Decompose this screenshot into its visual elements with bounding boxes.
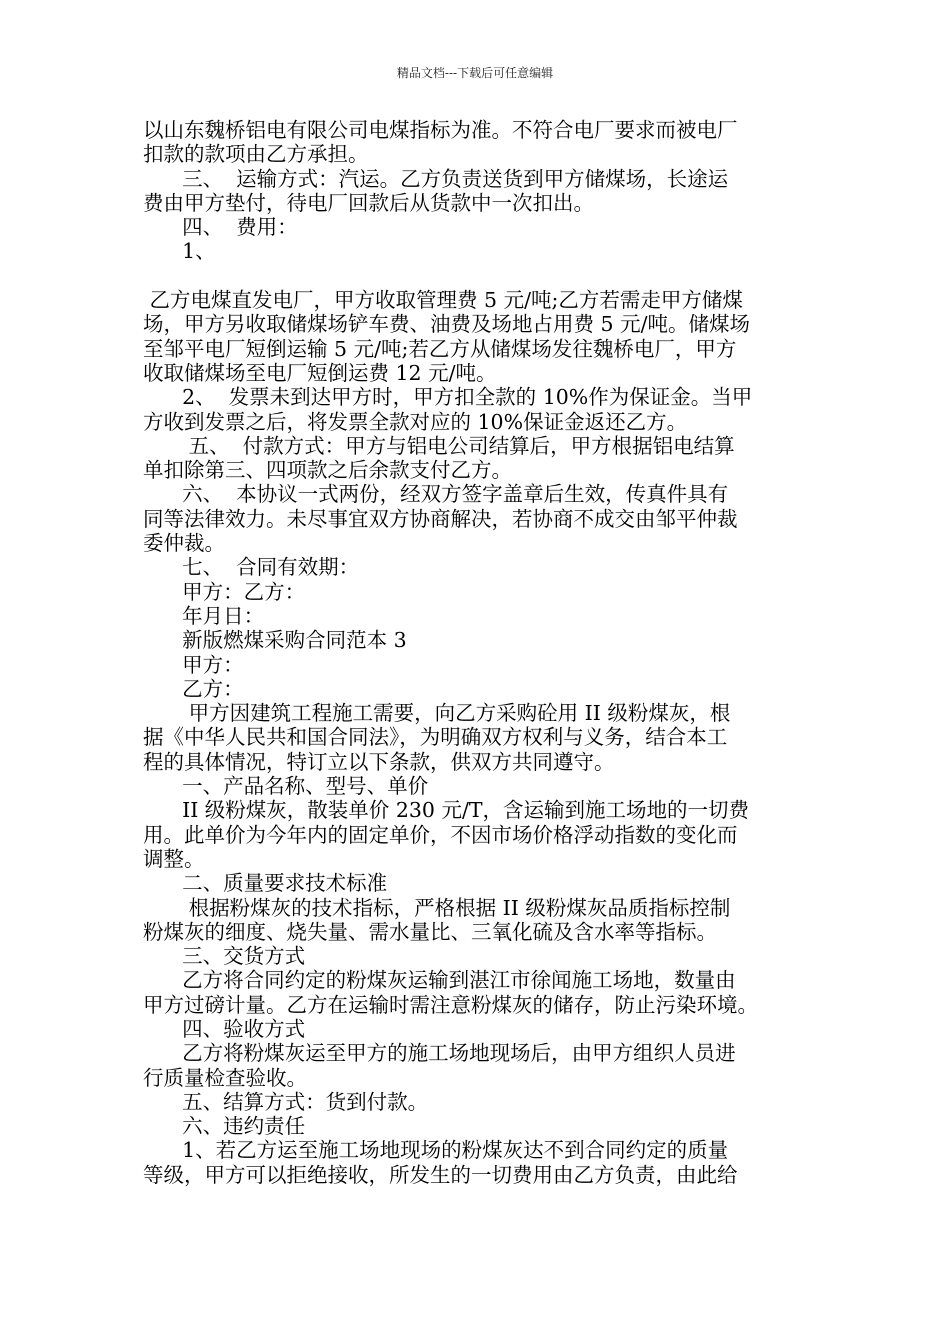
paragraph-line: 七、 合同有效期： [143, 555, 360, 580]
paragraph-line: 六、 本协议一式两份，经双方签字盖章后生效，传真件具有 [143, 482, 729, 507]
paragraph-line: 五、 付款方式：甲方与铝电公司结算后，甲方根据铝电结算 [143, 433, 735, 458]
paragraph-line: 据《中华人民共和国合同法》，为明确双方权利与义务，结合本工 [143, 725, 728, 750]
paragraph-line: 四、 费用： [143, 215, 298, 240]
paragraph-line: 粉煤灰的细度、烧失量、需水量比、三氧化硫及含水率等指标。 [143, 919, 717, 944]
paragraph-line: 新版燃煤采购合同范本 3 [143, 628, 407, 653]
paragraph-line: 三、 运输方式：汽运。乙方负责送货到甲方储煤场，长途运 [143, 166, 729, 191]
paragraph-line: 费由甲方垫付，待电厂回款后从货款中一次扣出。 [143, 190, 594, 215]
paragraph-line: 等级，甲方可以拒绝接收，所发生的一切费用由乙方负责，由此给 [143, 1162, 738, 1187]
paragraph-line: 委仲裁。 [143, 531, 225, 556]
paragraph-line: 一、产品名称、型号、单价 [143, 774, 429, 799]
paragraph-line: 单扣除第三、四项款之后余款支付乙方。 [143, 458, 512, 483]
paragraph-line: 甲方因建筑工程施工需要，向乙方采购砼用 II 级粉煤灰，根 [143, 701, 731, 726]
paragraph-line: 场，甲方另收取储煤场铲车费、油费及场地占用费 5 元/吨。储煤场 [143, 312, 750, 337]
paragraph-line: 乙方： [143, 676, 244, 701]
paragraph-line: 甲方过磅计量。乙方在运输时需注意粉煤灰的储存，防止污染环境。 [143, 992, 758, 1017]
paragraph-line: 四、验收方式 [143, 1016, 306, 1041]
paragraph-line: 扣款的款项由乙方承担。 [143, 142, 369, 167]
paragraph-line: 年月日： [143, 603, 265, 628]
paragraph-line: 用。此单价为今年内的固定单价，不因市场价格浮动指数的变化而 [143, 822, 738, 847]
paragraph-line: 六、违约责任 [143, 1114, 306, 1139]
paragraph-line: 1、 [143, 239, 216, 264]
paragraph-line: 1、若乙方运至施工场地现场的粉煤灰达不到合同约定的质量 [143, 1138, 729, 1163]
paragraph-line: 调整。 [143, 846, 205, 871]
paragraph-line: 行质量检查验收。 [143, 1065, 307, 1090]
page-header: 精品文档---下载后可任意编辑 [396, 66, 554, 80]
paragraph-line: 乙方将合同约定的粉煤灰运输到湛江市徐闻施工场地，数量由 [143, 968, 736, 993]
paragraph-line: 方收到发票之后，将发票全款对应的 10%保证金返还乙方。 [143, 409, 688, 434]
paragraph-line: 甲方： [143, 652, 244, 677]
paragraph-line: 根据粉煤灰的技术指标，严格根据 II 级粉煤灰品质指标控制 [143, 895, 731, 920]
paragraph-line: 收取储煤场至电厂短倒运费 12 元/吨。 [143, 360, 497, 385]
paragraph-line: 二、质量要求技术标准 [143, 871, 388, 896]
paragraph-line: 同等法律效力。未尽事宜双方协商解决，若协商不成交由邹平仲裁 [143, 506, 738, 531]
paragraph-line: II 级粉煤灰，散装单价 230 元/T，含运输到施工场地的一切费 [143, 798, 750, 823]
paragraph-line: 至邹平电厂短倒运输 5 元/吨;若乙方从储煤场发往魏桥电厂，甲方 [143, 336, 737, 361]
paragraph-line: 2、 发票未到达甲方时，甲方扣全款的 10%作为保证金。当甲 [143, 385, 753, 410]
paragraph-line: 五、结算方式：货到付款。 [143, 1089, 429, 1114]
paragraph-line: 三、交货方式 [143, 944, 306, 969]
paragraph-line: 以山东魏桥铝电有限公司电煤指标为准。不符合电厂要求而被电厂 [143, 118, 738, 142]
paragraph-line: 乙方将粉煤灰运至甲方的施工场地现场后，由甲方组织人员进 [143, 1041, 736, 1066]
blank-line [143, 264, 808, 288]
paragraph-line: 甲方：乙方： [143, 579, 306, 604]
paragraph-line: 程的具体情况，特订立以下条款，供双方共同遵守。 [143, 749, 615, 774]
document-body [143, 118, 808, 1187]
paragraph-line: 乙方电煤直发电厂，甲方收取管理费 5 元/吨;乙方若需走甲方储煤 [143, 288, 743, 313]
